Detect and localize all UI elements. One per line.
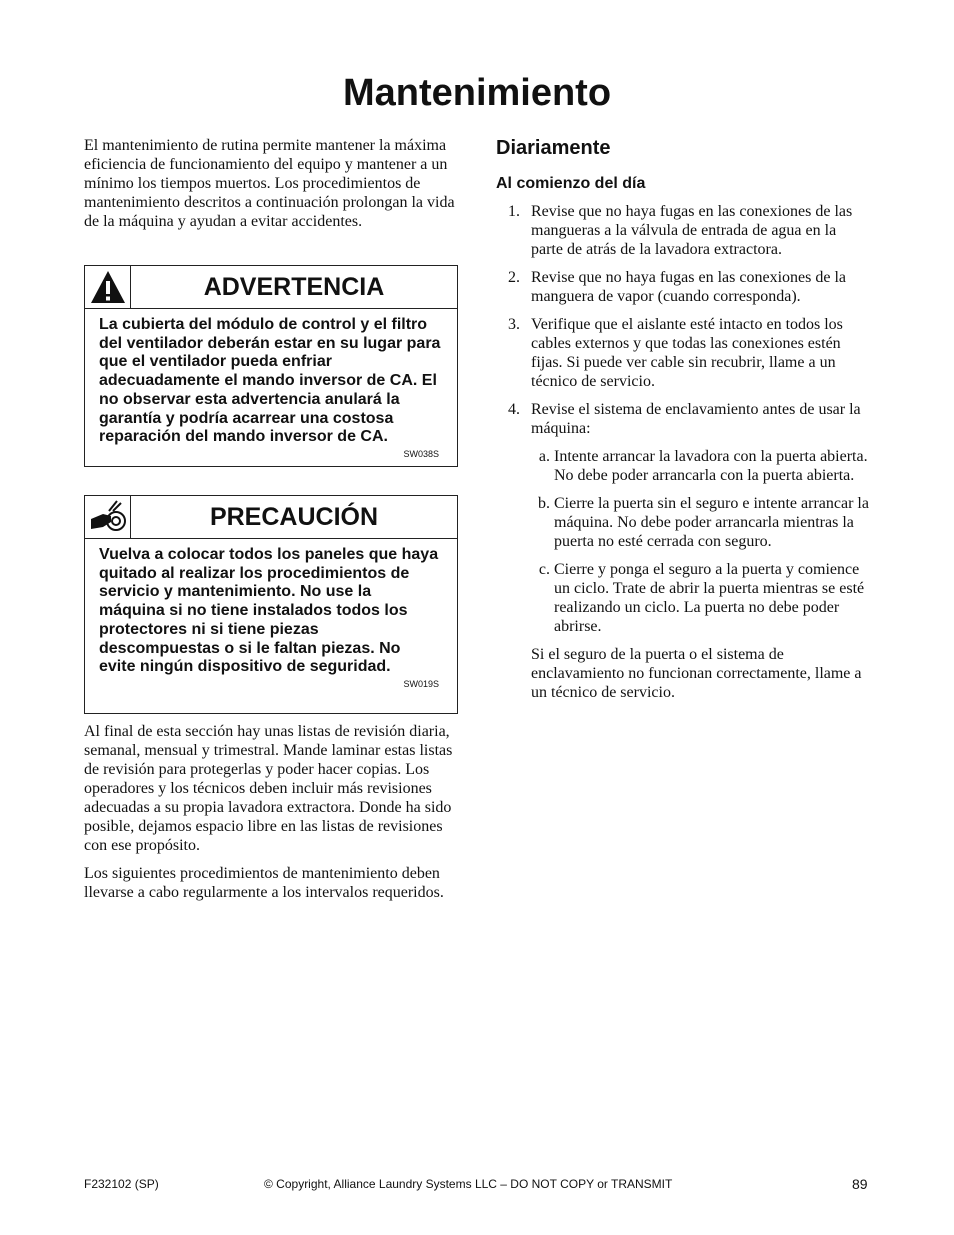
list-item-text: Revise que no haya fugas en las conexiones de las mangueras a la válvula de entrada de agua en la parte de atrás de la lavadora extractora. bbox=[531, 203, 853, 258]
sub-list-item-text: Intente arrancar la lavadora con la puerta abierta. No debe poder arrancarla con la puerta abierta. bbox=[554, 448, 868, 484]
list-item-number: 2. bbox=[508, 269, 520, 286]
caution-icon-cell bbox=[85, 496, 131, 538]
daily-list bbox=[496, 202, 870, 702]
caution-title: PRECAUCIÓN bbox=[209, 503, 379, 531]
caution-body: Vuelva a colocar todos los paneles que haya quitado al realizar los procedimientos de servicio y mantenimiento. No use la máquina si no tiene instalados todos los protectores ni si tiene piezas descompuestas o si le faltan piezas. No evite ningún dispositivo de seguridad. bbox=[99, 546, 439, 676]
list-item bbox=[496, 315, 870, 391]
intro-paragraph: El mantenimiento de rutina permite mantener la máxima eficiencia de funcionamiento del equipo y mantener a un mínimo los tiempos muertos. Los procedimientos de mantenimiento descritos a continuación prolongan la vida de la máquina y ayudan a evitar accidentes. bbox=[84, 137, 455, 230]
page-title: Mantenimiento bbox=[342, 72, 612, 114]
warning-code: SW038S bbox=[403, 448, 439, 459]
caution-code: SW019S bbox=[403, 678, 439, 689]
list-item-number: 4. bbox=[508, 401, 520, 418]
list-item bbox=[496, 202, 870, 259]
checklist-paragraph: Al final de esta sección hay unas listas de revisión diaria, semanal, mensual y trimestral. Mande laminar estas listas de revisión para protegerlas y poder hacer copias. Los operadores y los técnicos deben incluir más revisiones adecuadas a su propia lavadora extractora. Donde ha sido posible, dejamos espacio libre en las listas de revisiones con ese propósito. bbox=[84, 723, 453, 854]
hand-entanglement-icon bbox=[89, 499, 127, 535]
footer-copyright: © Copyright, Alliance Laundry Systems LLC – DO NOT COPY or TRANSMIT bbox=[264, 1177, 673, 1191]
sub-list-item-letter: b. bbox=[538, 495, 550, 512]
list-item bbox=[496, 268, 870, 306]
sub-list-item-text: Cierre y ponga el seguro a la puerta y comience un ciclo. Trate de abrir la puerta mientras se esté realizando un ciclo. La puerta no debe poder abrirse. bbox=[554, 561, 865, 635]
footer-doc-id: F232102 (SP) bbox=[84, 1177, 159, 1191]
intro-section bbox=[84, 136, 460, 231]
interlock-closing-paragraph: Si el seguro de la puerta o el sistema de enclavamiento no funcionan correctamente, llame a un técnico de servicio. bbox=[531, 646, 862, 701]
sub-list-item-text: Cierre la puerta sin el seguro e intente arrancar la máquina. No debe poder arrancarla mientras la puerta no esté cerrada con seguro. bbox=[554, 495, 869, 550]
list-item-text: Verifique que el aislante esté intacto en todos los cables externos y que todas las conexiones estén fijas. Si puede ver cable sin recubrir, llame a un técnico de servicio. bbox=[531, 316, 843, 390]
list-item-number: 1. bbox=[508, 203, 520, 220]
warning-header bbox=[85, 266, 457, 309]
footer-page-number: 89 bbox=[852, 1176, 868, 1192]
caution-box bbox=[84, 495, 458, 714]
list-item-text: Revise que no haya fugas en las conexiones de la manguera de vapor (cuando corresponda). bbox=[531, 269, 847, 305]
sub-list-item bbox=[496, 560, 870, 636]
start-of-day-heading: Al comienzo del día bbox=[496, 175, 646, 192]
daily-heading: Diariamente bbox=[496, 137, 611, 159]
after-notices-section bbox=[84, 722, 460, 902]
sub-list-item-letter: c. bbox=[538, 561, 550, 578]
list-item bbox=[496, 400, 870, 438]
sub-list-item bbox=[496, 447, 870, 485]
sub-list-item bbox=[496, 494, 870, 551]
daily-section bbox=[496, 136, 870, 702]
caution-header bbox=[85, 496, 457, 539]
list-item-text: Revise el sistema de enclavamiento antes de usar la máquina: bbox=[531, 401, 861, 437]
warning-box bbox=[84, 265, 458, 467]
sub-list-item-letter: a. bbox=[538, 448, 550, 465]
list-item-number: 3. bbox=[508, 316, 520, 333]
warning-title: ADVERTENCIA bbox=[203, 273, 385, 301]
warning-triangle-icon bbox=[89, 269, 127, 305]
warning-icon-cell bbox=[85, 266, 131, 308]
warning-body: La cubierta del módulo de control y el filtro del ventilador deberán estar en su lugar para que el ventilador pueda enfriar adecuadamente el mando inversor de CA. El no observar esta advertencia anulará la garantía y podría acarrear una costosa reparación del mando inversor de CA. bbox=[99, 316, 441, 446]
procedures-paragraph: Los siguientes procedimientos de mantenimiento deben llevarse a cabo regularmente a los intervalos requeridos. bbox=[84, 865, 444, 901]
